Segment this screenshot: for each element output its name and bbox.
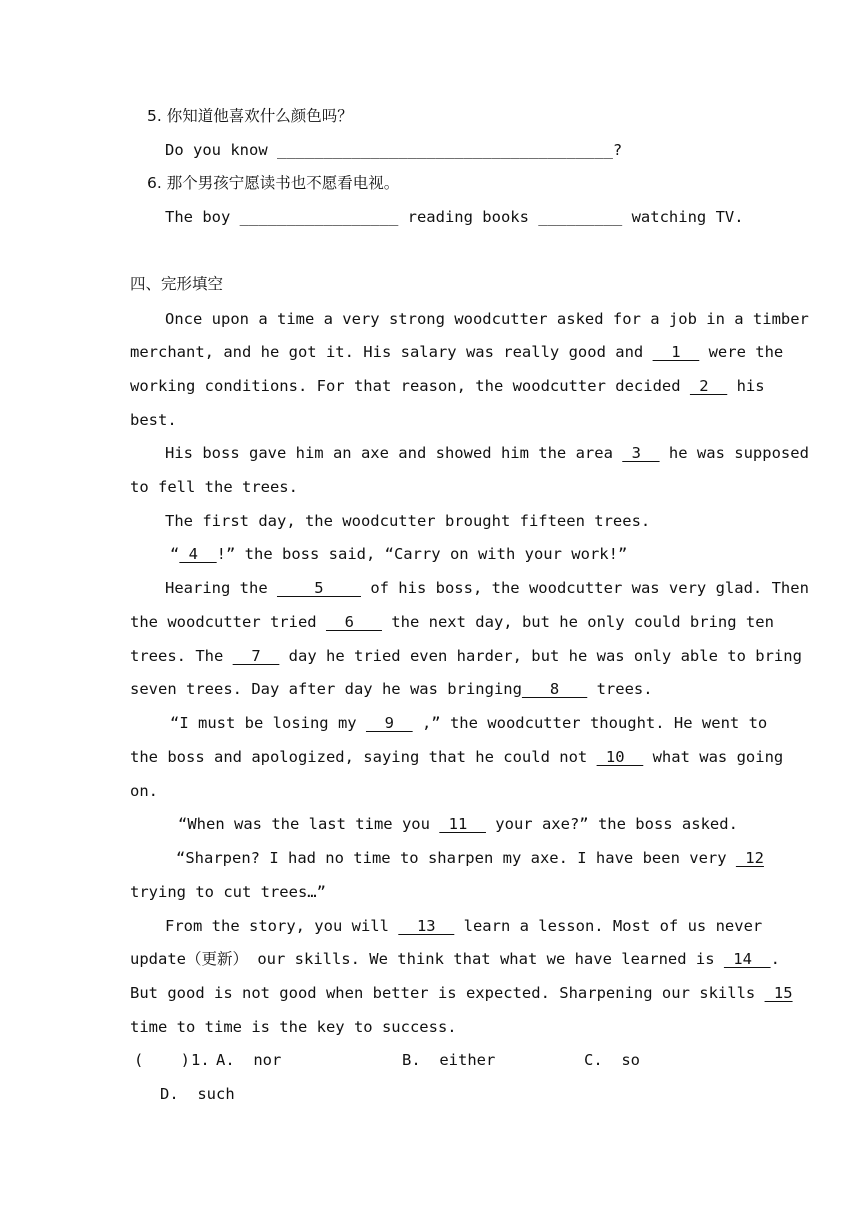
question-number: 1. — [191, 1051, 210, 1069]
passage-line: merchant, and he got it. His salary was really good and 1 were the — [130, 343, 784, 361]
answer-parentheses: ( ) — [134, 1051, 190, 1069]
passage-line: “Sharpen? I had no time to sharpen my axe. I have been very 12 — [176, 849, 764, 867]
option-c: C. so — [584, 1051, 640, 1069]
passage-line: Once upon a time a very strong woodcutter asked for a job in a timber — [165, 310, 809, 328]
option-a: A. nor — [216, 1051, 282, 1069]
passage-line: on. — [130, 782, 158, 800]
passage-line: “When was the last time you 11 your axe?” the boss asked. — [178, 815, 738, 833]
option-b: B. either — [402, 1051, 496, 1069]
passage-line: trees. The 7 day he tried even harder, but he was only able to bring — [130, 647, 802, 665]
passage-line: seven trees. Day after day he was bringing 8 trees. — [130, 680, 653, 698]
blank-2: 2 — [689, 377, 728, 395]
passage-line: But good is not good when better is expected. Sharpening our skills 15 — [130, 984, 793, 1002]
passage-line: best. — [130, 411, 177, 429]
passage-line: From the story, you will 13 learn a lesson. Most of us never — [165, 917, 763, 935]
blank-4: 4 — [179, 545, 217, 563]
blank-8: 8 — [521, 680, 588, 698]
blank-6: 6 — [325, 613, 382, 631]
passage-line: Hearing the 5 of his boss, the woodcutter was very glad. Then — [165, 579, 809, 597]
blank-7: 7 — [232, 647, 280, 665]
passage-line: His boss gave him an axe and showed him the area 3 he was supposed — [165, 444, 809, 462]
passage-line: working conditions. For that reason, the woodcutter decided 2 his — [130, 377, 765, 395]
passage-line: update（更新） our skills. We think that what we have learned is 14 . — [130, 950, 780, 968]
section-heading: 四、完形填空 — [130, 275, 224, 293]
blank-1: 1 — [652, 343, 700, 361]
blank-9: 9 — [365, 714, 413, 732]
passage-line: the woodcutter tried 6 the next day, but he only could bring ten — [130, 613, 774, 631]
blank-11: 11 — [439, 815, 486, 833]
passage-line: “ 4 !” the boss said, “Carry on with your work!” — [170, 545, 628, 563]
passage-line: “I must be losing my 9 ,” the woodcutter thought. He went to — [170, 714, 768, 732]
blank-10: 10 — [596, 748, 644, 766]
blank-12: 12 — [735, 849, 764, 867]
blank-3: 3 — [622, 444, 660, 462]
blank-13: 13 — [398, 917, 455, 935]
question-6-english: The boy _________________ reading books _________ watching TV. — [165, 208, 744, 226]
question-5-chinese: 5. 你知道他喜欢什么颜色吗？ — [147, 107, 353, 125]
passage-line: the boss and apologized, saying that he could not 10 what was going — [130, 748, 784, 766]
passage-line: time to time is the key to success. — [130, 1018, 457, 1036]
blank-15: 15 — [764, 984, 793, 1002]
passage-line: The first day, the woodcutter brought fifteen trees. — [165, 512, 651, 530]
blank-14: 14 — [723, 950, 771, 968]
passage-line: trying to cut trees…” — [130, 883, 326, 901]
passage-line: to fell the trees. — [130, 478, 298, 496]
question-5-english: Do you know ____________________________________? — [165, 141, 623, 159]
option-d: D. such — [160, 1085, 235, 1103]
question-6-chinese: 6. 那个男孩宁愿读书也不愿看电视。 — [147, 174, 400, 192]
blank-5: 5 — [276, 579, 361, 597]
